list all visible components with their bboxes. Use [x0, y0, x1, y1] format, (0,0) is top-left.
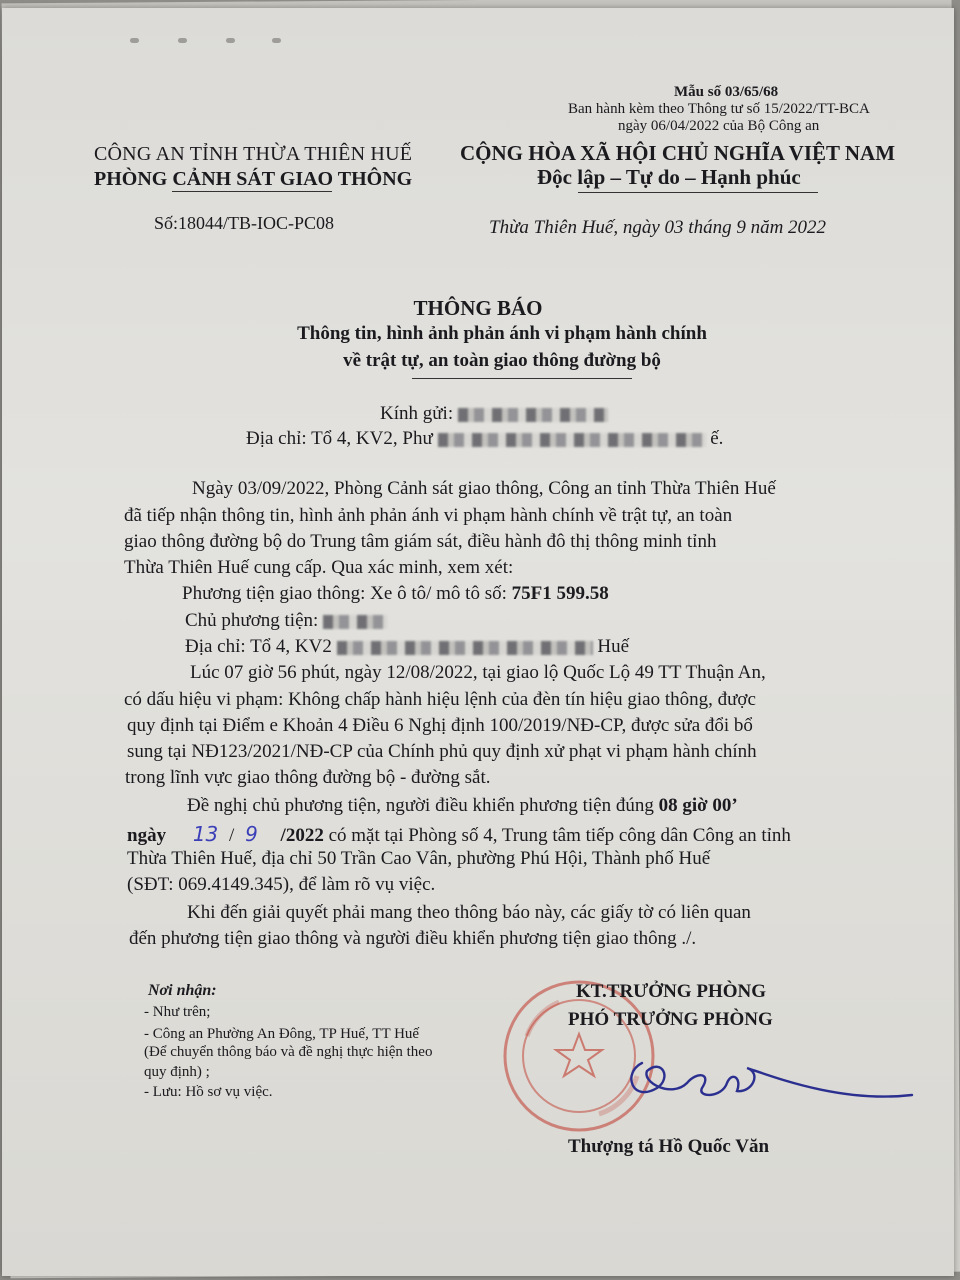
paragraph-line: có dấu hiệu vi phạm: Không chấp hành hiệu lệnh của đèn tín hiệu giao thông, được [124, 689, 756, 710]
appointment-line [187, 795, 738, 817]
appointment-date-line: ngày 13 / 9 /2022 có mặt tại Phòng số 4, Trung tâm tiếp công dân Công an tỉnh [127, 822, 791, 846]
department-name: PHÒNG CẢNH SÁT GIAO THÔNG [94, 168, 413, 190]
vehicle-label: Phương tiện giao thông: Xe ô tô/ mô tô số: [182, 583, 512, 604]
signer-name: Thượng tá Hồ Quốc Văn [568, 1136, 770, 1157]
national-title: CỘNG HÒA XÃ HỘI CHỦ NGHĨA VIỆT NAM [460, 141, 896, 165]
document-page [2, 8, 954, 1276]
form-number: Mẫu số 03/65/68 [674, 84, 779, 100]
paragraph-line: Lúc 07 giờ 56 phút, ngày 12/08/2022, tại giao lộ Quốc Lộ 49 TT Thuận An, [190, 662, 766, 683]
date-label: ngày [127, 825, 167, 846]
punch-hole [130, 38, 139, 43]
issuance-line-2: ngày 06/04/2022 của Bộ Công an [618, 118, 820, 134]
national-motto: Độc lập – Tự do – Hạnh phúc [537, 165, 801, 189]
license-plate: 75F1 599.58 [511, 583, 609, 604]
recipient-address-suffix: ế. [710, 428, 724, 449]
recipients-item: quy định) ; [144, 1064, 210, 1080]
divider [578, 192, 818, 193]
paragraph-line: Thừa Thiên Huế cung cấp. Qua xác minh, xem xét: [124, 557, 514, 578]
recipients-title: Nơi nhận: [148, 982, 217, 999]
paragraph-line: (SĐT: 069.4149.345), để làm rõ vụ việc. [127, 874, 436, 895]
recipients-item: - Lưu: Hồ sơ vụ việc. [144, 1084, 273, 1100]
document-number: Số:18044/TB-IOC-PC08 [154, 213, 335, 233]
issuance-line-1: Ban hành kèm theo Thông tư số 15/2022/TT-BCA [568, 101, 870, 117]
redacted-owner [323, 615, 387, 629]
owner-label: Chủ phương tiện: [185, 610, 324, 631]
owner-address-suffix: Huế [597, 636, 630, 657]
punch-hole [178, 38, 187, 43]
appointment-time: 08 giờ 00’ [658, 795, 738, 816]
recipients-item: - Công an Phường An Đông, TP Huế, TT Huế [144, 1026, 420, 1042]
owner-address-line [185, 636, 629, 658]
redacted-name [458, 408, 608, 422]
paragraph-line: giao thông đường bộ do Trung tâm giám sát, điều hành đô thị thông minh tỉnh [124, 531, 717, 552]
recipients-item: - Như trên; [144, 1004, 211, 1020]
recipient-address-prefix: Địa chỉ: Tổ 4, KV2, Phư [246, 428, 433, 449]
divider [412, 378, 632, 379]
handwritten-month: 9 [245, 822, 258, 846]
paragraph-line: đến phương tiện giao thông và người điều khiển phương tiện giao thông ./. [129, 928, 697, 949]
owner-address-prefix: Địa chỉ: Tổ 4, KV2 [185, 636, 332, 657]
recipient-address [246, 428, 723, 450]
recipient-label: Kính gửi: [380, 403, 454, 424]
recipient-line [380, 403, 608, 425]
document-subtitle-2: về trật tự, an toàn giao thông đường bộ [343, 350, 661, 371]
redacted-owner-address [337, 641, 593, 655]
appointment-place: có mặt tại Phòng số 4, Trung tâm tiếp công dân Công an tỉnh [323, 825, 791, 846]
paragraph-line: quy định tại Điểm e Khoản 4 Điều 6 Nghị định 100/2019/NĐ-CP, được sửa đổi bổ [127, 715, 753, 736]
place-date: Thừa Thiên Huế, ngày 03 tháng 9 năm 2022 [489, 217, 827, 238]
punch-hole [272, 38, 281, 43]
document-title: THÔNG BÁO [413, 296, 543, 320]
appointment-text: Đề nghị chủ phương tiện, người điều khiển phương tiện đúng [187, 795, 659, 816]
signature-title-1: KT.TRƯỞNG PHÒNG [576, 981, 766, 1002]
paragraph-line: đã tiếp nhận thông tin, hình ảnh phản ánh vi phạm hành chính về trật tự, an toàn [124, 505, 733, 526]
paragraph-line: Ngày 03/09/2022, Phòng Cảnh sát giao thông, Công an tỉnh Thừa Thiên Huế [192, 478, 776, 499]
handwritten-day: 13 [192, 822, 219, 846]
paragraph-line: sung tại NĐ123/2021/NĐ-CP của Chính phủ quy định xử phạt vi phạm hành chính [127, 741, 757, 762]
redacted-address [438, 433, 706, 447]
agency-name: CÔNG AN TỈNH THỪA THIÊN HUẾ [94, 143, 413, 165]
owner-line [185, 610, 387, 632]
divider [172, 191, 332, 192]
handwritten-signature [602, 1033, 922, 1123]
recipients-item: (Để chuyển thông báo và đề nghị thực hiện theo [144, 1044, 433, 1060]
appointment-year: /2022 [280, 825, 324, 846]
paragraph-line: Thừa Thiên Huế, địa chỉ 50 Trần Cao Vân, phường Phú Hội, Thành phố Huế [127, 848, 711, 869]
signature-title-2: PHÓ TRƯỞNG PHÒNG [568, 1009, 773, 1030]
punch-hole [226, 38, 235, 43]
paragraph-line: Khi đến giải quyết phải mang theo thông báo này, các giấy tờ có liên quan [187, 902, 751, 923]
paragraph-line: trong lĩnh vực giao thông đường bộ - đường sắt. [125, 767, 491, 788]
vehicle-line [182, 583, 609, 605]
document-subtitle-1: Thông tin, hình ảnh phản ánh vi phạm hành chính [297, 323, 707, 344]
